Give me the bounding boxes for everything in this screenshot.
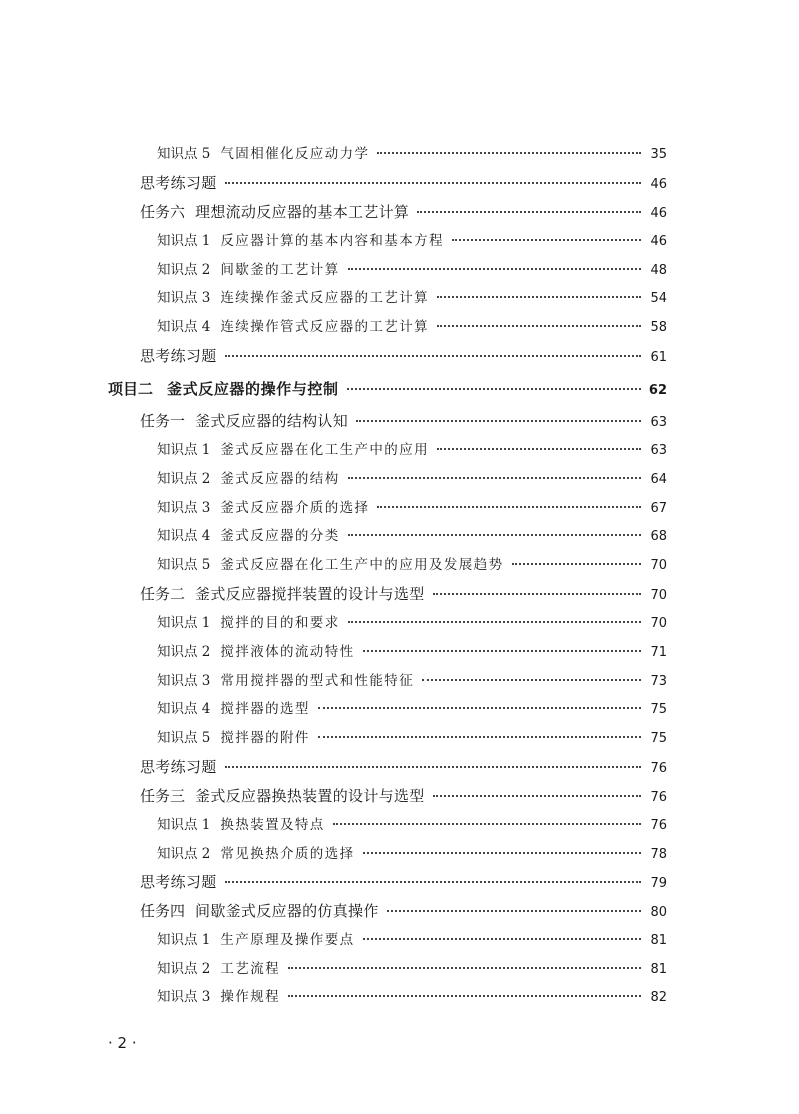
- toc-entry: [157, 497, 667, 519]
- toc-leader-dots: [347, 387, 641, 390]
- toc-entry-page: 70: [650, 558, 667, 573]
- toc-entry-prefix: 知识点 1: [157, 817, 211, 833]
- toc-entry: [140, 410, 667, 432]
- toc-entry-prefix: 知识点 2: [157, 846, 211, 862]
- toc-entry-title: 搅拌器的选型: [220, 701, 310, 717]
- toc-leader-dots: [318, 735, 641, 738]
- toc-entry-title: 釜式反应器的分类: [220, 528, 340, 544]
- toc-entry-page: 62: [648, 383, 667, 398]
- toc-entry: [157, 641, 667, 663]
- toc-entry-page: 76: [650, 761, 667, 776]
- toc-entry: [157, 670, 667, 692]
- toc-leader-dots: [433, 794, 641, 797]
- toc-entry-title: 操作规程: [220, 989, 280, 1005]
- toc-entry-title: 思考练习题: [140, 758, 217, 776]
- toc-entry-prefix: 知识点 3: [157, 989, 211, 1005]
- toc-entry: [157, 698, 667, 720]
- toc-entry-prefix: 知识点 4: [157, 319, 211, 335]
- toc-entry-title: 釜式反应器的操作与控制: [167, 380, 339, 398]
- toc-entry: [157, 986, 667, 1008]
- toc-entry: [157, 958, 667, 980]
- toc-entry: [157, 525, 667, 547]
- toc-entry-page: 35: [650, 147, 667, 162]
- toc-leader-dots: [417, 210, 641, 213]
- toc-entry-title: 搅拌器的附件: [220, 730, 310, 746]
- toc-leader-dots: [363, 851, 642, 854]
- toc-entry-prefix: 任务二: [140, 585, 186, 603]
- toc-entry-title: 工艺流程: [220, 961, 280, 977]
- toc-entry-page: 63: [650, 443, 667, 458]
- toc-entry-title: 连续操作管式反应器的工艺计算: [220, 319, 429, 335]
- toc-leader-dots: [363, 649, 642, 652]
- toc-leader-dots: [437, 447, 641, 450]
- toc-entry-title: 间歇釜的工艺计算: [220, 262, 340, 278]
- toc-entry-prefix: 知识点 5: [157, 730, 211, 746]
- toc-entry-title: 搅拌液体的流动特性: [220, 644, 355, 660]
- toc-entry: [157, 287, 667, 309]
- toc-entry-page: 46: [650, 234, 667, 249]
- toc-leader-dots: [437, 295, 641, 298]
- toc-entry-title: 釜式反应器在化工生产中的应用及发展趋势: [220, 557, 504, 573]
- toc-entry-page: 54: [650, 291, 667, 306]
- toc-entry: [157, 554, 667, 576]
- toc-entry: [157, 439, 667, 461]
- toc-entry-title: 釜式反应器在化工生产中的应用: [220, 442, 429, 458]
- toc-entry-prefix: 知识点 4: [157, 701, 211, 717]
- toc-entry-prefix: 知识点 2: [157, 644, 211, 660]
- toc-entry-prefix: 知识点 5: [157, 557, 211, 573]
- toc-entry: [157, 259, 667, 281]
- toc-entry-title: 釜式反应器搅拌装置的设计与选型: [195, 585, 425, 603]
- toc-entry-title: 理想流动反应器的基本工艺计算: [195, 203, 410, 221]
- toc-leader-dots: [452, 238, 641, 241]
- toc-entry: [140, 785, 667, 807]
- toc-entry-title: 思考练习题: [140, 347, 217, 365]
- toc-leader-dots: [348, 533, 641, 536]
- toc-leader-dots: [225, 181, 641, 184]
- toc-entry-title: 间歇釜式反应器的仿真操作: [195, 902, 379, 920]
- toc-entry-page: 46: [650, 206, 667, 221]
- toc-entry-page: 78: [650, 847, 667, 862]
- toc-entry: [157, 727, 667, 749]
- toc-leader-dots: [318, 706, 641, 709]
- toc-entry: [157, 143, 667, 165]
- toc-leader-dots: [363, 937, 642, 940]
- toc-entry-title: 釜式反应器换热装置的设计与选型: [195, 787, 425, 805]
- toc-entry-prefix: 任务四: [140, 902, 186, 920]
- toc-leader-dots: [225, 880, 641, 883]
- toc-leader-dots: [348, 267, 641, 270]
- toc-entry-title: 换热装置及特点: [220, 817, 325, 833]
- toc-entry-page: 76: [650, 818, 667, 833]
- toc-entry-title: 反应器计算的基本内容和基本方程: [220, 233, 444, 249]
- toc-entry: [140, 871, 667, 893]
- toc-entry-title: 生产原理及操作要点: [220, 932, 355, 948]
- toc-entry-title: 釜式反应器介质的选择: [220, 500, 370, 516]
- toc-leader-dots: [377, 505, 641, 508]
- toc-leader-dots: [377, 151, 641, 154]
- toc-leader-dots: [512, 562, 642, 565]
- toc-entry-page: 76: [650, 790, 667, 805]
- toc-leader-dots: [333, 822, 641, 825]
- toc-entry-prefix: 知识点 2: [157, 471, 211, 487]
- toc-entry-page: 61: [650, 350, 667, 365]
- toc-entry-page: 48: [650, 263, 667, 278]
- toc-entry: [157, 814, 667, 836]
- toc-entry: [140, 201, 667, 223]
- toc-entry-prefix: 项目二: [108, 380, 154, 398]
- page-number: · 2 ·: [108, 1034, 137, 1052]
- toc-entry-prefix: 知识点 1: [157, 932, 211, 948]
- toc-leader-dots: [422, 678, 641, 681]
- toc-entry: [157, 612, 667, 634]
- toc-leader-dots: [356, 419, 641, 422]
- toc-leader-dots: [437, 324, 641, 327]
- toc-entry: [108, 378, 667, 400]
- toc-entry-prefix: 知识点 3: [157, 290, 211, 306]
- toc-entry-title: 釜式反应器的结构认知: [195, 412, 349, 430]
- toc-entry: [140, 345, 667, 367]
- toc-entry-page: 71: [650, 645, 667, 660]
- toc-leader-dots: [288, 966, 641, 969]
- toc-entry: [140, 172, 667, 194]
- toc-entry-page: 81: [650, 962, 667, 977]
- toc-entry-page: 63: [650, 415, 667, 430]
- toc-entry-title: 常见换热介质的选择: [220, 846, 355, 862]
- toc-entry-prefix: 任务一: [140, 412, 186, 430]
- toc-entry-page: 80: [650, 905, 667, 920]
- toc-entry: [157, 230, 667, 252]
- toc-entry-title: 连续操作釜式反应器的工艺计算: [220, 290, 429, 306]
- toc-leader-dots: [225, 354, 641, 357]
- toc-entry-prefix: 知识点 1: [157, 233, 211, 249]
- toc-entry-page: 73: [650, 674, 667, 689]
- toc-entry: [140, 756, 667, 778]
- toc-entry-prefix: 任务六: [140, 203, 186, 221]
- toc-entry: [157, 843, 667, 865]
- toc-entry-title: 搅拌的目的和要求: [220, 615, 340, 631]
- toc-entry-page: 79: [650, 876, 667, 891]
- toc-leader-dots: [288, 994, 641, 997]
- toc-entry-page: 58: [650, 320, 667, 335]
- toc-entry-page: 67: [650, 501, 667, 516]
- toc-leader-dots: [387, 909, 641, 912]
- toc-entry-prefix: 知识点 1: [157, 615, 211, 631]
- toc-entry: [140, 900, 667, 922]
- toc-entry-prefix: 知识点 3: [157, 500, 211, 516]
- toc-entry-page: 81: [650, 933, 667, 948]
- toc-entry: [157, 468, 667, 490]
- toc-entry-title: 思考练习题: [140, 174, 217, 192]
- toc-entry-title: 常用搅拌器的型式和性能特征: [220, 673, 415, 689]
- toc-entry-page: 46: [650, 177, 667, 192]
- toc-leader-dots: [348, 476, 641, 479]
- toc-entry: [140, 583, 667, 605]
- toc-entry-page: 68: [650, 529, 667, 544]
- toc-entry-title: 思考练习题: [140, 873, 217, 891]
- toc-entry-page: 70: [650, 616, 667, 631]
- toc-entry-prefix: 知识点 3: [157, 673, 211, 689]
- toc-leader-dots: [433, 592, 641, 595]
- toc-entry-prefix: 知识点 2: [157, 262, 211, 278]
- toc-entry-title: 釜式反应器的结构: [220, 471, 340, 487]
- toc-entry-title: 气固相催化反应动力学: [220, 146, 370, 162]
- toc-entry-page: 75: [650, 731, 667, 746]
- toc-entry-page: 82: [650, 990, 667, 1005]
- toc-entry-prefix: 知识点 5: [157, 146, 211, 162]
- toc-entry-page: 70: [650, 588, 667, 603]
- toc-entry-prefix: 知识点 4: [157, 528, 211, 544]
- toc-entry-prefix: 知识点 1: [157, 442, 211, 458]
- toc-entry: [157, 929, 667, 951]
- toc-entry-page: 64: [650, 472, 667, 487]
- toc-leader-dots: [225, 765, 641, 768]
- toc-entry-page: 75: [650, 702, 667, 717]
- toc-leader-dots: [348, 620, 641, 623]
- toc-entry-prefix: 任务三: [140, 787, 186, 805]
- toc-entry-prefix: 知识点 2: [157, 961, 211, 977]
- toc-entry: [157, 316, 667, 338]
